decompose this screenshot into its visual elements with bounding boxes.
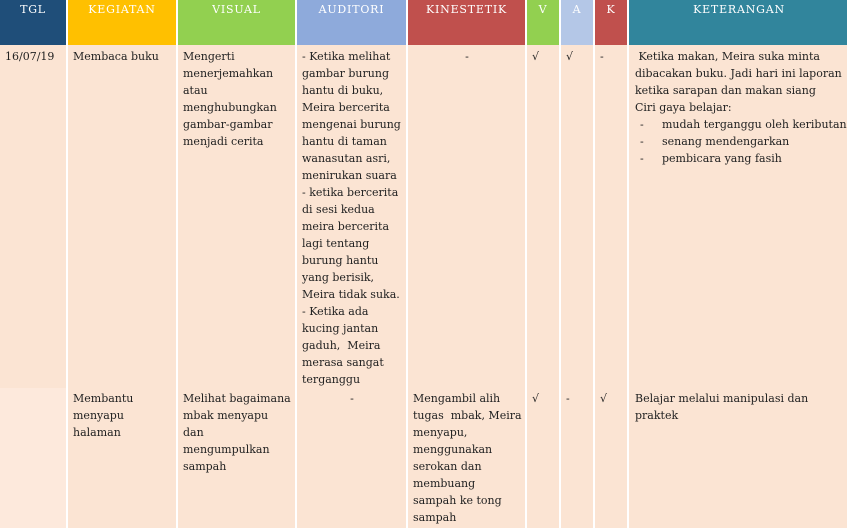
text-line: terganggu <box>302 373 361 386</box>
list-item <box>635 116 845 133</box>
text-line: gaduh, Meira <box>302 339 381 352</box>
text-line: mengenai burung <box>302 118 401 131</box>
bullet-text: mudah terganggu oleh keributan <box>662 118 847 131</box>
cell-auditori <box>297 45 406 388</box>
text-line: Meira bercerita <box>302 101 390 114</box>
cell-a: √ <box>561 45 593 388</box>
text-line: Mengerti <box>183 50 235 63</box>
text-line: mengumpulkan <box>183 443 270 456</box>
bullet-dash: - <box>640 152 644 165</box>
header-auditori: AUDITORI <box>297 0 406 45</box>
text-line: sampah <box>183 460 227 473</box>
header-kegiatan: KEGIATAN <box>68 0 176 45</box>
bullet-dash: - <box>640 135 644 148</box>
text-line: burung hantu <box>302 254 379 267</box>
text-line: merasa sangat <box>302 356 384 369</box>
bullet-text: senang mendengarkan <box>662 135 790 148</box>
text-line: serokan dan <box>413 460 482 473</box>
cell-kegiatan <box>68 45 176 388</box>
text-line: Mengambil alih <box>413 392 501 405</box>
header-row <box>0 0 847 45</box>
text-line: menggunakan <box>413 443 493 456</box>
cell-a: - <box>561 388 593 528</box>
bullet-dash: - <box>640 118 644 131</box>
header-k: K <box>595 0 627 45</box>
header-visual: VISUAL <box>178 0 295 45</box>
cell-keterangan <box>629 45 847 388</box>
text-line: kucing jantan <box>302 322 379 335</box>
text-line: gambar-gambar <box>183 118 273 131</box>
text-line: - Ketika melihat <box>302 50 391 63</box>
text-line: Ketika makan, Meira suka minta <box>635 50 820 63</box>
text-line: halaman <box>73 426 121 439</box>
text-line: - <box>350 392 354 405</box>
text-line: Meira tidak suka. <box>302 288 400 301</box>
text-line: meira bercerita <box>302 220 390 233</box>
text-line: dibacakan buku. Jadi hari ini laporan <box>635 67 842 80</box>
cell-auditori <box>297 388 406 528</box>
text-line: menjadi cerita <box>183 135 264 148</box>
cell-visual <box>178 388 295 528</box>
header-tgl: TGL <box>0 0 66 45</box>
list-item <box>635 150 845 167</box>
text-line: dan <box>183 426 204 439</box>
text-line: wanasutan asri, <box>302 152 391 165</box>
text-line: ketika sarapan dan makan siang <box>635 84 816 97</box>
text-line: Membantu <box>73 392 134 405</box>
header-kinestetik: KINESTETIK <box>408 0 525 45</box>
cell-kinestetik <box>408 45 525 388</box>
ciri-list <box>635 116 845 167</box>
text-line: menerjemahkan <box>183 67 274 80</box>
text-line: yang berisik, <box>302 271 375 284</box>
table-row <box>0 45 847 388</box>
cell-kinestetik <box>408 388 525 528</box>
text-line: lagi tentang <box>302 237 370 250</box>
cell-visual <box>178 45 295 388</box>
table-row <box>0 388 847 528</box>
text-line: Melihat bagaimana <box>183 392 291 405</box>
text-line: - ketika bercerita <box>302 186 399 199</box>
text-line: tugas mbak, Meira <box>413 409 522 422</box>
text-line: atau <box>183 84 208 97</box>
text-line: Belajar melalui manipulasi dan <box>635 392 809 405</box>
keterangan-text <box>635 48 845 116</box>
cell-v: √ <box>527 388 559 528</box>
text-line: menghubungkan <box>183 101 277 114</box>
cell-tgl <box>0 388 66 528</box>
text-line: menyapu <box>73 409 124 422</box>
keterangan-text <box>635 390 845 424</box>
text-line: praktek <box>635 409 679 422</box>
cell-kegiatan <box>68 388 176 528</box>
text-line: Ciri gaya belajar: <box>635 101 732 114</box>
cell-keterangan <box>629 388 847 528</box>
text-line: - <box>465 50 469 63</box>
cell-v: √ <box>527 45 559 388</box>
text-line: membuang <box>413 477 476 490</box>
text-line: mbak menyapu <box>183 409 269 422</box>
text-line: gambar burung <box>302 67 389 80</box>
text-line: - Ketika ada <box>302 305 369 318</box>
text-line: menirukan suara <box>302 169 397 182</box>
cell-k: - <box>595 45 627 388</box>
text-line: sampah <box>413 511 457 524</box>
cell-k: √ <box>595 388 627 528</box>
bullet-text: pembicara yang fasih <box>662 152 782 165</box>
text-line: Membaca buku <box>73 50 159 63</box>
header-a: A <box>561 0 593 45</box>
header-keterangan: KETERANGAN <box>629 0 847 45</box>
text-line: hantu di buku, <box>302 84 384 97</box>
text-line: sampah ke tong <box>413 494 502 507</box>
header-v: V <box>527 0 559 45</box>
text-line: menyapu, <box>413 426 468 439</box>
text-line: hantu di taman <box>302 135 387 148</box>
text-line: di sesi kedua <box>302 203 375 216</box>
cell-tgl: 16/07/19 <box>0 45 66 388</box>
list-item <box>635 133 845 150</box>
